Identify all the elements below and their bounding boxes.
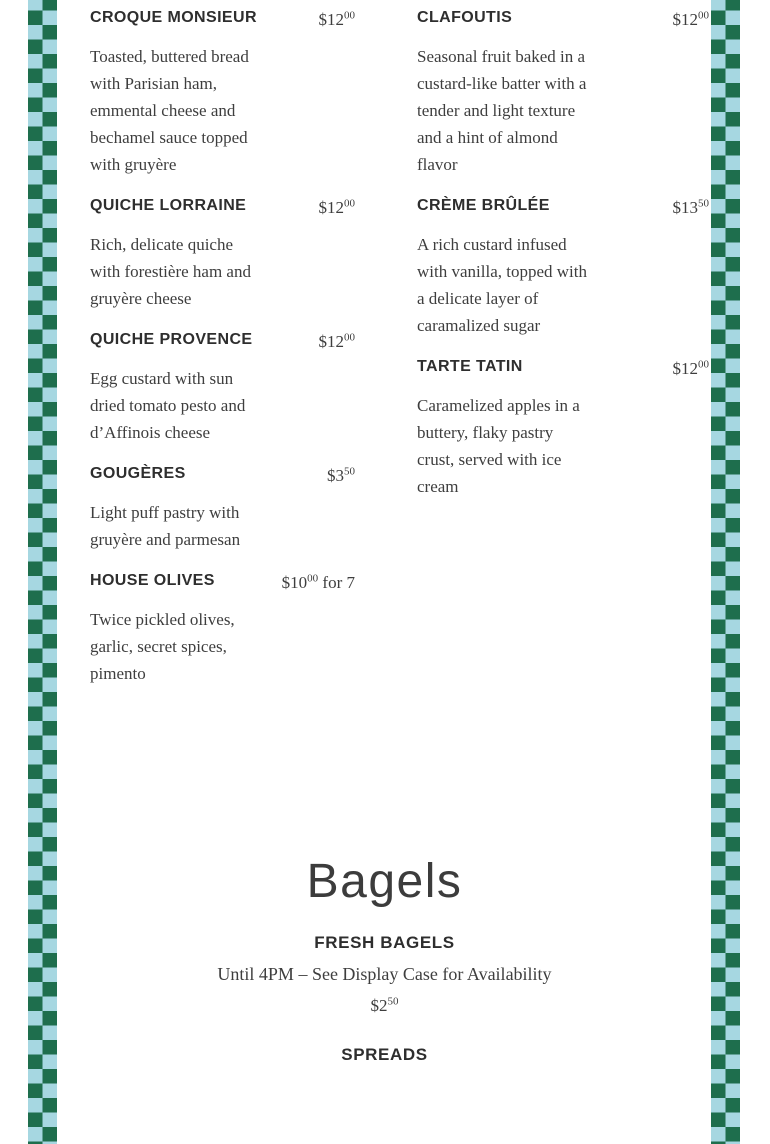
- item-description: Seasonal fruit baked in a custard-like batter with a tender and light texture and a hint of almond flavor: [417, 47, 587, 174]
- menu-item-tarte-tatin: [417, 355, 709, 500]
- price-dollars: $3: [327, 466, 344, 485]
- item-price: [57, 992, 712, 1019]
- price-cents: 00: [698, 9, 709, 22]
- price-dollars: $13: [672, 198, 698, 217]
- price-cents: 00: [307, 572, 319, 585]
- item-description: A rich custard infused with vanilla, topped with a delicate layer of caramalized sugar: [417, 235, 587, 335]
- price-suffix: for 7: [318, 573, 355, 592]
- menu-grid: [57, 0, 712, 687]
- item-name: HOUSE OLIVES: [90, 572, 215, 589]
- bagels-section: [57, 853, 712, 1067]
- item-name: CRÈME BRÛLÉE: [417, 197, 550, 214]
- price-dollars: $12: [318, 332, 344, 351]
- item-name: GOUGÈRES: [90, 465, 186, 482]
- price-cents: 00: [344, 9, 355, 22]
- item-price: [319, 194, 356, 218]
- price-dollars: $12: [318, 10, 344, 29]
- item-description: Rich, delicate quiche with forestière ham and gruyère cheese: [90, 235, 251, 308]
- item-name: FRESH BAGELS: [314, 933, 455, 952]
- item-price: [282, 569, 355, 593]
- price-cents: 50: [344, 465, 355, 478]
- menu-item-creme-brulee: [417, 194, 709, 339]
- item-name: SPREADS: [341, 1045, 428, 1064]
- menu-item-fresh-bagels: [57, 931, 712, 1019]
- menu-column-right: [417, 6, 709, 687]
- item-name: CROQUE MONSIEUR: [90, 9, 257, 26]
- menu-item-gougeres: [90, 462, 355, 553]
- item-description: Egg custard with sun dried tomato pesto and d’Affinois cheese: [90, 369, 246, 442]
- menu-item-croque-monsieur: [90, 6, 355, 178]
- item-description: Caramelized apples in a buttery, flaky pastry crust, served with ice cream: [417, 396, 580, 496]
- menu-item-quiche-provence: [90, 328, 355, 446]
- menu-item-house-olives: [90, 569, 355, 687]
- price-dollars: $10: [281, 573, 308, 592]
- menu-item-quiche-lorraine: [90, 194, 355, 312]
- price-cents: 50: [387, 995, 399, 1008]
- item-availability-note: Until 4PM – See Display Case for Availability: [217, 964, 552, 984]
- checker-border-left: [28, 0, 57, 1144]
- price-dollars: $12: [672, 359, 698, 378]
- item-name: QUICHE PROVENCE: [90, 331, 253, 348]
- item-price: [319, 328, 356, 352]
- menu-item-clafoutis: [417, 6, 709, 178]
- item-price: [673, 6, 710, 30]
- price-dollars: $2: [370, 996, 388, 1015]
- item-name: QUICHE LORRAINE: [90, 197, 247, 214]
- price-dollars: $12: [672, 10, 698, 29]
- menu-item-spreads: [57, 1043, 712, 1067]
- item-name: CLAFOUTIS: [417, 9, 513, 26]
- item-price: [673, 194, 710, 218]
- item-price: [673, 355, 710, 379]
- section-title-bagels: Bagels: [306, 855, 463, 908]
- checker-border-right: [711, 0, 740, 1144]
- price-cents: 00: [698, 358, 709, 371]
- menu-page: [57, 0, 712, 1144]
- price-cents: 00: [344, 197, 355, 210]
- item-name: TARTE TATIN: [417, 358, 523, 375]
- item-description: Twice pickled olives, garlic, secret spices, pimento: [90, 610, 235, 683]
- price-cents: 50: [698, 197, 709, 210]
- item-description: Light puff pastry with gruyère and parmesan: [90, 503, 241, 549]
- price-cents: 00: [344, 331, 355, 344]
- menu-column-left: [90, 6, 355, 687]
- item-price: [327, 462, 355, 486]
- item-price: [319, 6, 356, 30]
- price-dollars: $12: [318, 198, 344, 217]
- item-description: Toasted, buttered bread with Parisian ham, emmental cheese and bechamel sauce topped with gruyère: [90, 47, 249, 174]
